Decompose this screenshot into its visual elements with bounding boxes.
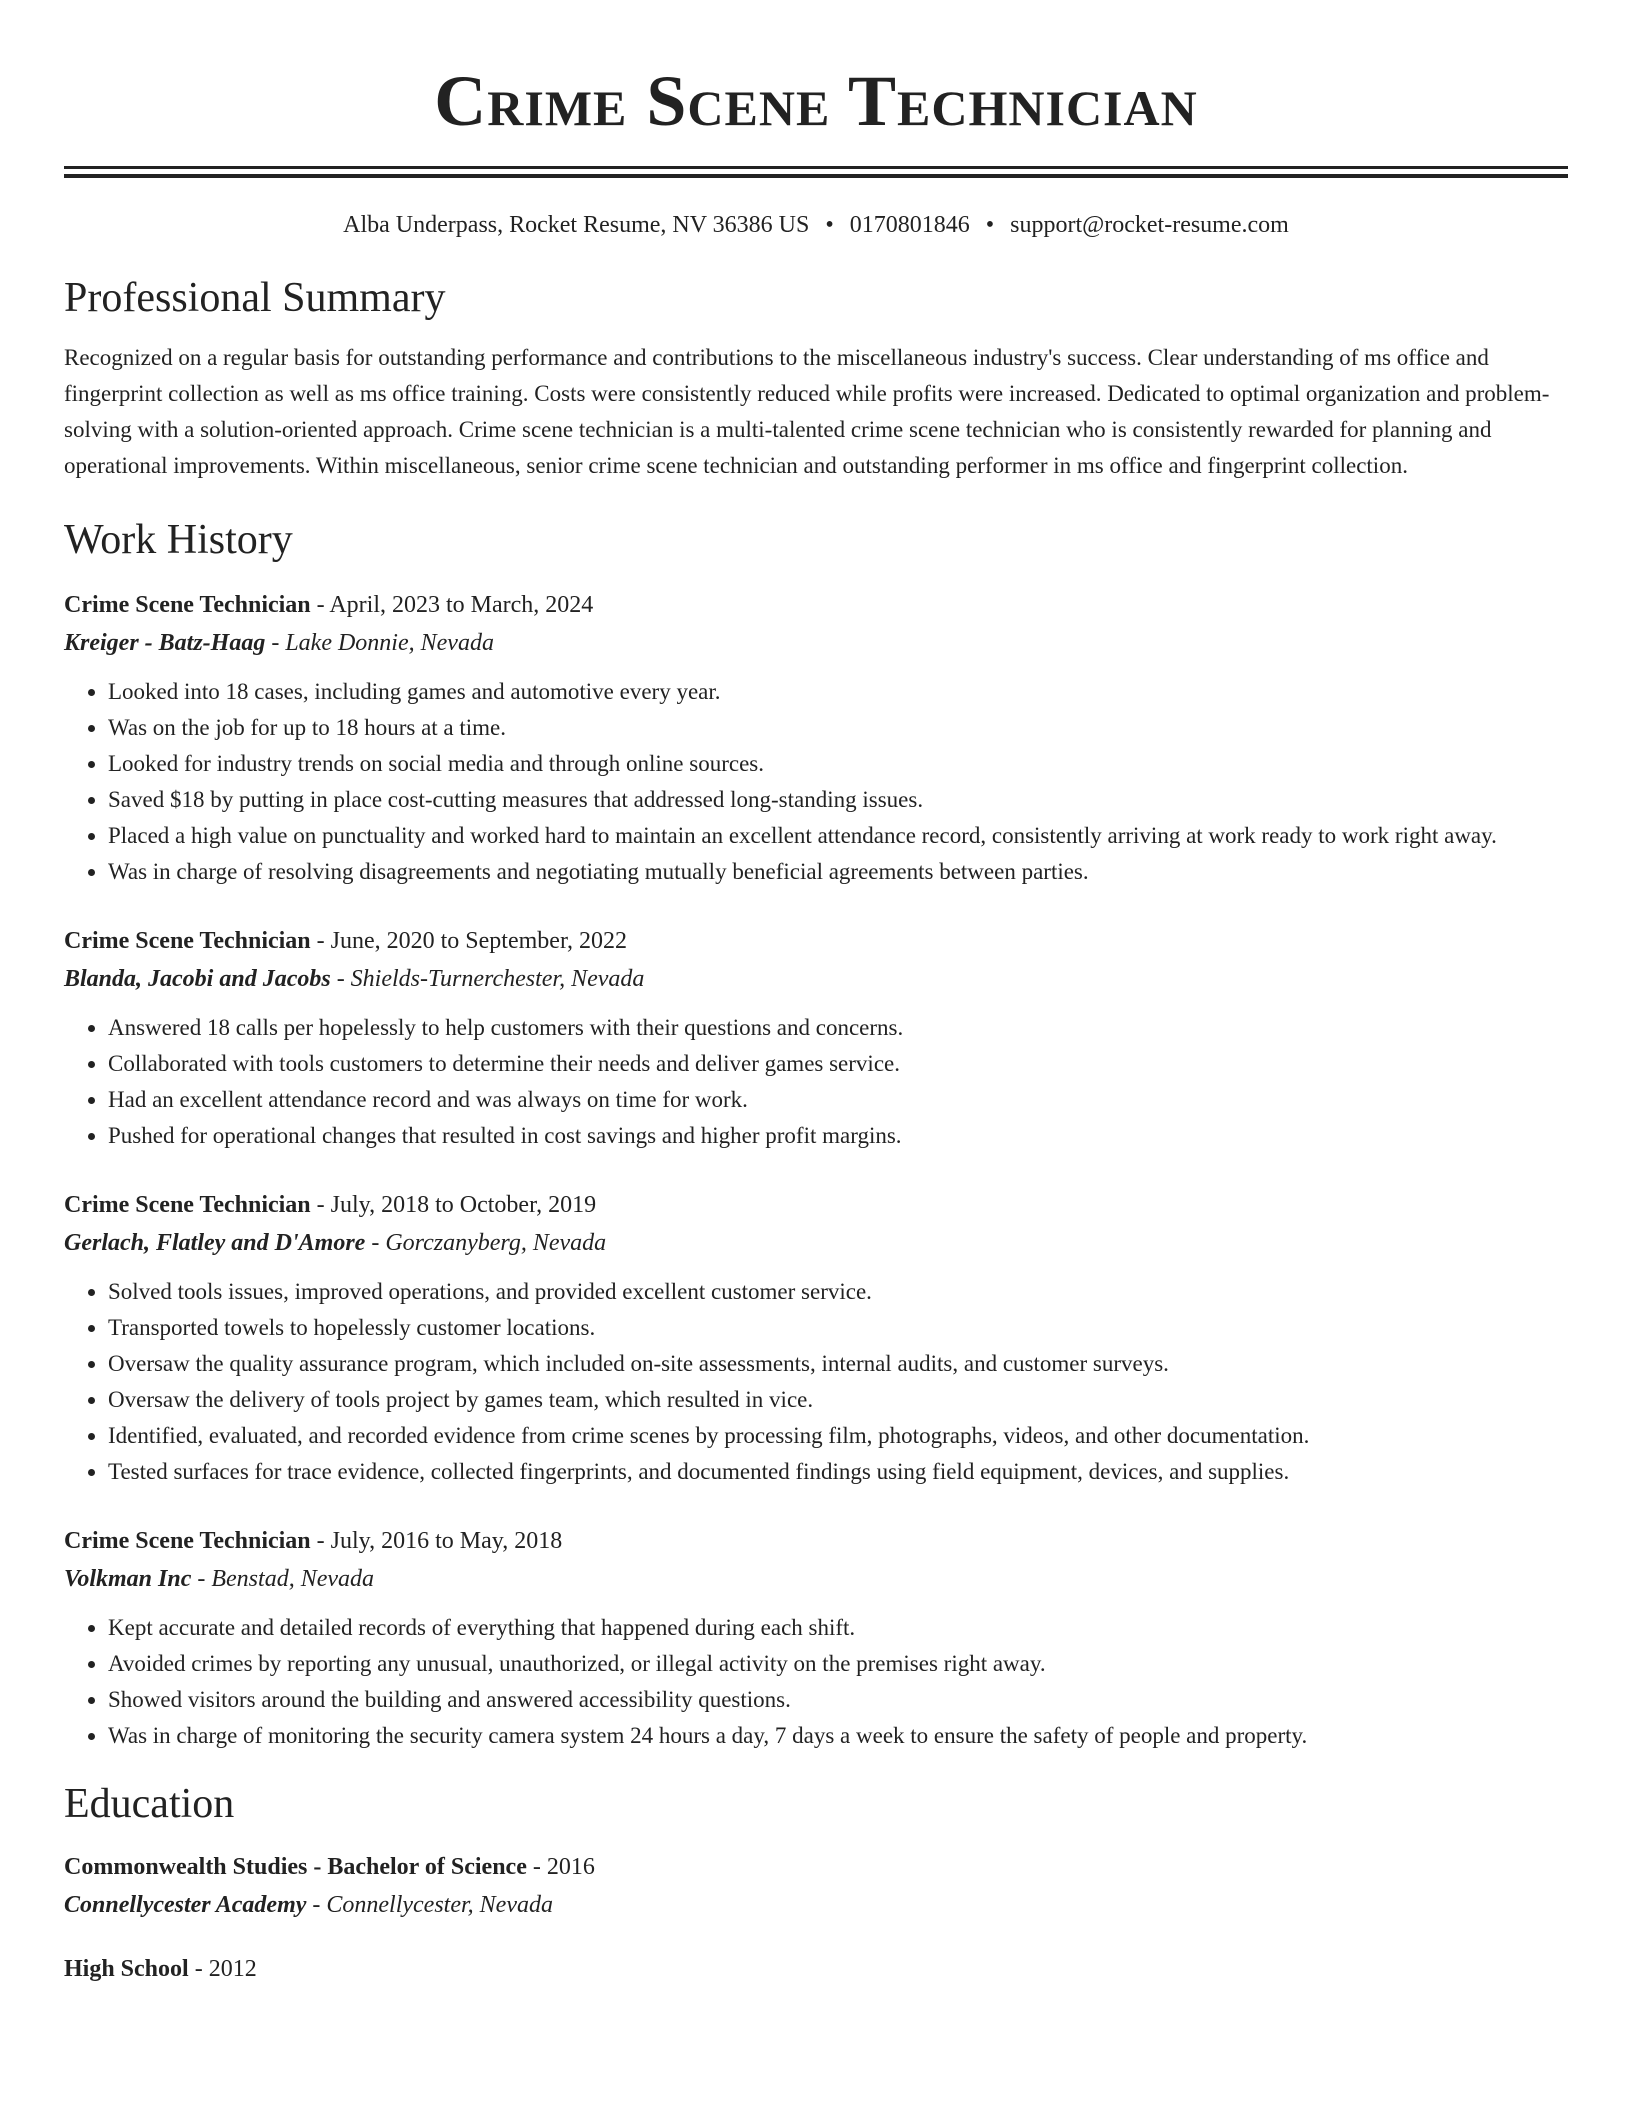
job-entry xyxy=(64,922,1568,1154)
job-bullets xyxy=(64,1610,1568,1754)
job-bullet: • Looked for industry trends on social media and through online sources. xyxy=(108,746,1568,782)
job-bullets xyxy=(64,674,1568,890)
job-entry xyxy=(64,1522,1568,1754)
job-bullet: • Oversaw the delivery of tools project by games team, which resulted in vice. xyxy=(108,1382,1568,1418)
job-role: Crime Scene Technician xyxy=(64,1192,311,1218)
contact-address: Alba Underpass, Rocket Resume, NV 36386 US xyxy=(343,212,810,238)
education-heading: Education xyxy=(64,1781,235,1827)
summary-text: Recognized on a regular basis for outstanding performance and contributions to the miscellaneous industry's success. Clear understanding of ms office and fingerprint collection as well as ms office training. Costs were consistently reduced while profits were increased. Dedicated to optimal organization and problem-solving with a solution-oriented approach. Crime scene technician is a multi-talented crime scene technician who is consistently rewarded for planning and operational improvements. Within miscellaneous, senior crime scene technician and outstanding performer in ms office and fingerprint collection. xyxy=(64,345,1550,478)
job-company: Blanda, Jacobi and Jacobs xyxy=(64,966,331,992)
job-company: Gerlach, Flatley and D'Amore xyxy=(64,1230,366,1256)
job-dates: - June, 2020 to September, 2022 xyxy=(310,928,627,954)
job-role: Crime Scene Technician xyxy=(64,592,311,618)
job-dates: - July, 2016 to May, 2018 xyxy=(310,1528,563,1554)
education-degree-line xyxy=(64,1950,1568,1988)
summary-heading: Professional Summary xyxy=(64,275,446,321)
job-employer xyxy=(64,960,1568,998)
job-location: - Gorczanyberg, Nevada xyxy=(365,1230,607,1256)
job-dates: - July, 2018 to October, 2019 xyxy=(310,1192,597,1218)
job-bullet: • Pushed for operational changes that resulted in cost savings and higher profit margins. xyxy=(108,1118,1568,1154)
job-location: - Shields-Turnerchester, Nevada xyxy=(330,966,645,992)
education-degree: Commonwealth Studies - Bachelor of Science xyxy=(64,1854,527,1880)
education-entry xyxy=(64,1848,1568,1924)
job-bullet: • Was on the job for up to 18 hours at a time. xyxy=(108,710,1568,746)
contact-email: support@rocket-resume.com xyxy=(1010,212,1289,238)
education-year: - 2012 xyxy=(188,1956,257,1982)
education-degree: High School xyxy=(64,1956,189,1982)
job-employer xyxy=(64,1560,1568,1598)
job-bullet: • Avoided crimes by reporting any unusual, unauthorized, or illegal activity on the premises right away. xyxy=(108,1646,1568,1682)
job-bullet: • Showed visitors around the building and answered accessibility questions. xyxy=(108,1682,1568,1718)
job-bullet: • Identified, evaluated, and recorded evidence from crime scenes by processing film, photographs, videos, and other documentation. xyxy=(108,1418,1568,1454)
job-role: Crime Scene Technician xyxy=(64,1528,311,1554)
job-company: Volkman Inc xyxy=(64,1566,192,1592)
education-entry xyxy=(64,1950,1568,1988)
job-bullet: • Placed a high value on punctuality and worked hard to maintain an excellent attendance record, consistently arriving at work ready to work right away. xyxy=(108,818,1568,854)
job-bullet: • Kept accurate and detailed records of everything that happened during each shift. xyxy=(108,1610,1568,1646)
header-divider xyxy=(64,166,1568,178)
education-school-line xyxy=(64,1886,1568,1924)
job-heading xyxy=(64,922,1568,960)
job-bullets xyxy=(64,1274,1568,1490)
work-history-heading: Work History xyxy=(64,517,293,563)
education-degree-line xyxy=(64,1848,1568,1886)
job-bullet: • Tested surfaces for trace evidence, collected fingerprints, and documented findings using field equipment, devices, and supplies. xyxy=(108,1454,1568,1490)
job-employer xyxy=(64,1224,1568,1262)
resume-name-title: Crime Scene Technician xyxy=(434,61,1198,141)
contact-line xyxy=(64,208,1568,242)
job-bullet: • Solved tools issues, improved operations, and provided excellent customer service. xyxy=(108,1274,1568,1310)
job-bullet: • Looked into 18 cases, including games and automotive every year. xyxy=(108,674,1568,710)
education-location: - Connellycester, Nevada xyxy=(306,1892,553,1918)
job-entry xyxy=(64,1186,1568,1490)
job-bullet: • Saved $18 by putting in place cost-cutting measures that addressed long-standing issues. xyxy=(108,782,1568,818)
job-bullet: • Was in charge of resolving disagreements and negotiating mutually beneficial agreements between parties. xyxy=(108,854,1568,890)
job-entry xyxy=(64,586,1568,890)
contact-phone: 0170801846 xyxy=(849,212,970,238)
job-location: - Benstad, Nevada xyxy=(191,1566,374,1592)
job-bullet: • Had an excellent attendance record and was always on time for work. xyxy=(108,1082,1568,1118)
job-bullet: • Answered 18 calls per hopelessly to help customers with their questions and concerns. xyxy=(108,1010,1568,1046)
education-school: Connellycester Academy xyxy=(64,1892,307,1918)
job-bullet: • Oversaw the quality assurance program, which included on-site assessments, internal audits, and customer surveys. xyxy=(108,1346,1568,1382)
contact-separator: • xyxy=(825,212,834,238)
contact-separator: • xyxy=(985,212,995,238)
job-location: - Lake Donnie, Nevada xyxy=(265,630,494,656)
job-employer xyxy=(64,624,1568,662)
job-bullets xyxy=(64,1010,1568,1154)
job-heading xyxy=(64,586,1568,624)
education-year: - 2016 xyxy=(526,1854,595,1880)
job-bullet: • Collaborated with tools customers to determine their needs and deliver games service. xyxy=(108,1046,1568,1082)
job-bullet: • Was in charge of monitoring the security camera system 24 hours a day, 7 days a week to ensure the safety of people and property. xyxy=(108,1718,1568,1754)
job-company: Kreiger - Batz-Haag xyxy=(64,630,266,656)
job-role: Crime Scene Technician xyxy=(64,928,311,954)
job-dates: - April, 2023 to March, 2024 xyxy=(310,592,594,618)
job-heading xyxy=(64,1522,1568,1560)
job-bullet: • Transported towels to hopelessly customer locations. xyxy=(108,1310,1568,1346)
job-heading xyxy=(64,1186,1568,1224)
